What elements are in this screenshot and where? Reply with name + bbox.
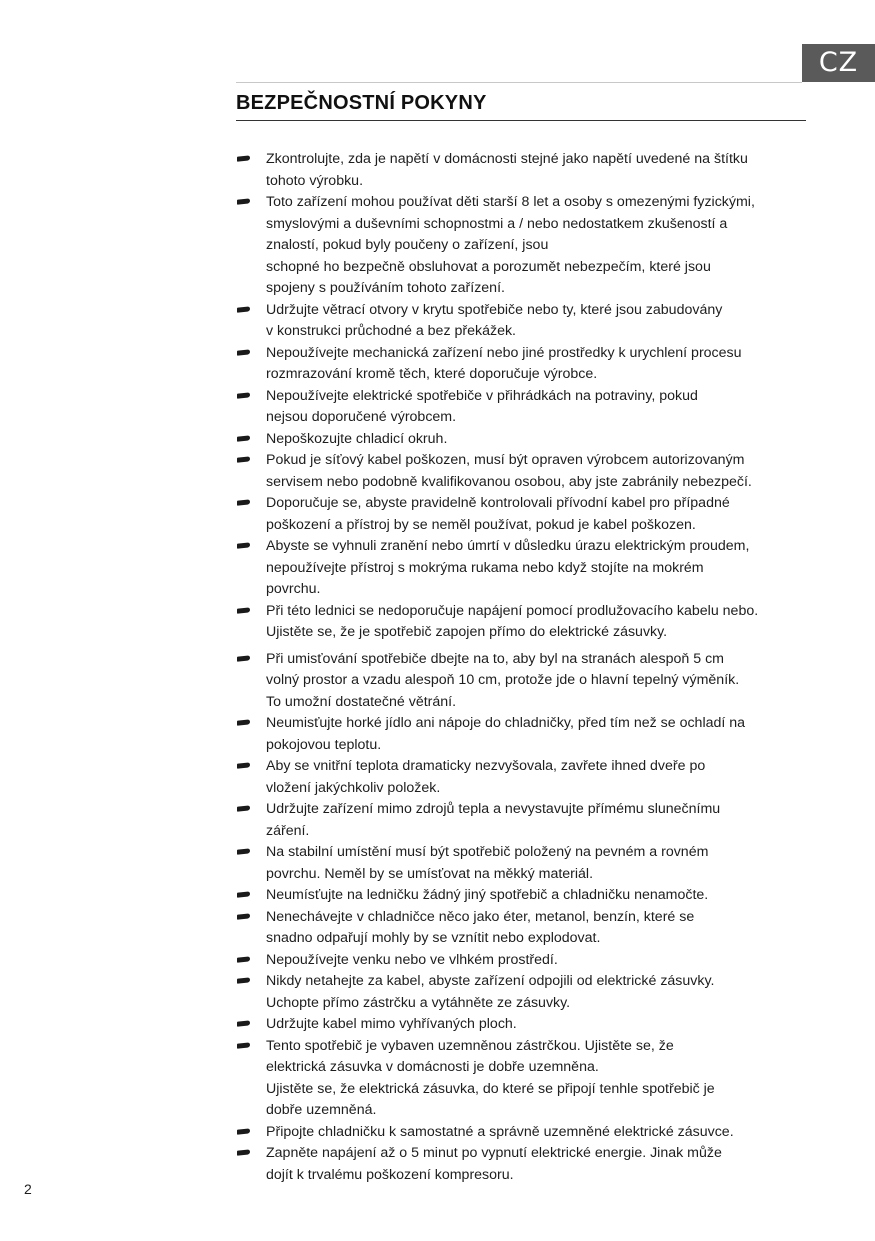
instruction-item xyxy=(236,842,806,885)
instruction-text-line: Udržujte kabel mimo vyhřívaných ploch. xyxy=(266,1016,517,1032)
instruction-text-line: Udržujte zařízení mimo zdrojů tepla a nevystavujte přímému slunečnímu xyxy=(266,801,721,817)
instruction-text-line: Nikdy netahejte za kabel, abyste zařízení odpojili od elektrické zásuvky. xyxy=(266,973,715,989)
instruction-text-line: Na stabilní umístění musí být spotřebič položený na pevném a rovném xyxy=(266,844,709,860)
instruction-text-line: Nepoužívejte mechanická zařízení nebo jiné prostředky k urychlení procesu xyxy=(266,344,742,361)
instruction-text-line: vložení jakýchkoliv položek. xyxy=(266,779,441,796)
instruction-item xyxy=(236,343,806,386)
instruction-text-line: v konstrukci průchodné a bez překážek. xyxy=(266,323,516,339)
instruction-item xyxy=(236,429,806,451)
instruction-item xyxy=(236,1036,806,1122)
bullet-icon xyxy=(237,1149,250,1155)
instruction-text-line: Zapněte napájení až o 5 minut po vypnutí elektrické energie. Jinak může xyxy=(266,1145,722,1161)
instruction-text-line: Při této lednici se nedoporučuje napájení pomocí prodlužovacího kabelu nebo. xyxy=(266,602,759,619)
instruction-text-line: Abyste se vyhnuli zranění nebo úmrtí v důsledku úrazu elektrickým proudem, xyxy=(266,538,750,554)
instruction-item xyxy=(236,907,806,950)
instruction-text-line: Při umisťování spotřebiče dbejte na to, aby byl na stranách alespoň 5 cm xyxy=(266,650,724,667)
instruction-item xyxy=(236,536,806,601)
bullet-icon xyxy=(237,435,250,441)
instruction-text-line: znalostí, pokud byly poučeny o zařízení, jsou xyxy=(266,237,549,253)
instruction-text-line: schopné ho bezpečně obsluhovat a porozumět nebezpečím, které jsou xyxy=(266,258,711,275)
instruction-text-line: Pokud je síťový kabel poškozen, musí být opraven výrobcem autorizovaným xyxy=(266,452,745,468)
bullet-icon xyxy=(237,198,250,204)
language-badge: CZ xyxy=(802,44,875,82)
bullet-icon xyxy=(237,891,250,897)
instruction-item xyxy=(236,1122,806,1144)
instruction-text-line: Doporučuje se, abyste pravidelně kontrolovali přívodní kabel pro případné xyxy=(266,495,730,511)
instruction-item xyxy=(236,799,806,842)
instruction-item xyxy=(236,885,806,907)
instruction-item xyxy=(236,601,806,644)
bullet-icon xyxy=(237,655,250,661)
header-divider xyxy=(236,82,802,83)
instruction-item xyxy=(236,1143,806,1186)
bullet-icon xyxy=(237,848,250,854)
instruction-text-line: nepoužívejte přístroj s mokrýma rukama nebo když stojíte na mokrém xyxy=(266,559,704,576)
instruction-item xyxy=(236,300,806,343)
bullet-icon xyxy=(237,1128,250,1134)
instruction-item xyxy=(236,971,806,1014)
bullet-icon xyxy=(237,977,250,983)
instruction-text-line: dobře uzemněná. xyxy=(266,1102,377,1118)
bullet-icon xyxy=(237,607,250,613)
instruction-text-line: Nepoužívejte elektrické spotřebiče v přihrádkách na potraviny, pokud xyxy=(266,387,698,404)
instruction-text-line: poškození a přístroj by se neměl používat, pokud je kabel poškozen. xyxy=(266,516,696,533)
instruction-text-line: rozmrazování kromě těch, které doporučuje výrobce. xyxy=(266,366,598,382)
instruction-text-line: Připojte chladničku k samostatné a správně uzemněné elektrické zásuvce. xyxy=(266,1123,734,1140)
instruction-text-line: servisem nebo podobně kvalifikovanou osobou, aby jste zabránily nebezpečí. xyxy=(266,473,752,490)
title-underline xyxy=(236,120,806,121)
instruction-text-line: tohoto výrobku. xyxy=(266,172,364,189)
instruction-text-line: spojeny s používáním tohoto zařízení. xyxy=(266,280,505,296)
bullet-icon xyxy=(237,542,250,548)
instruction-text-line: Neumísťujte na ledničku žádný jiný spotřebič a chladničku nenamočte. xyxy=(266,887,709,903)
instruction-text-line: Tento spotřebič je vybaven uzemněnou zástrčkou. Ujistěte se, že xyxy=(266,1037,674,1054)
bullet-icon xyxy=(237,913,250,919)
instruction-text-line: snadno odpařují mohly by se vznítit nebo explodovat. xyxy=(266,930,601,946)
bullet-icon xyxy=(237,1042,250,1048)
instruction-text-line: dojít k trvalému poškození kompresoru. xyxy=(266,1166,514,1183)
instruction-item xyxy=(236,950,806,972)
instruction-item xyxy=(236,1014,806,1036)
bullet-icon xyxy=(237,392,250,398)
bullet-icon xyxy=(237,456,250,462)
instruction-text-line: Ujistěte se, že elektrická zásuvka, do které se připojí tenhle spotřebič je xyxy=(266,1080,715,1097)
instruction-text-line: To umožní dostatečné větrání. xyxy=(266,693,457,710)
instruction-text-line: Ujistěte se, že je spotřebič zapojen přímo do elektrické zásuvky. xyxy=(266,624,668,640)
instruction-item xyxy=(236,386,806,429)
instruction-text-line: Toto zařízení mohou používat děti starší 8 let a osoby s omezenými fyzickými, xyxy=(266,194,755,210)
instruction-text-line: Nepoužívejte venku nebo ve vlhkém prostředí. xyxy=(266,951,558,968)
instruction-item xyxy=(236,756,806,799)
instruction-item xyxy=(236,649,806,714)
bullet-icon xyxy=(237,499,250,505)
instruction-text-line: pokojovou teplotu. xyxy=(266,736,382,753)
bullet-icon xyxy=(237,805,250,811)
instruction-text-line: povrchu. xyxy=(266,581,321,597)
instruction-text-line: Udržujte větrací otvory v krytu spotřebiče nebo ty, které jsou zabudovány xyxy=(266,301,723,318)
bullet-icon xyxy=(237,762,250,768)
instruction-text-line: elektrická zásuvka v domácnosti je dobře uzemněna. xyxy=(266,1059,599,1075)
instruction-text-line: záření. xyxy=(266,822,310,839)
instruction-item xyxy=(236,192,806,300)
instruction-text-line: nejsou doporučené výrobcem. xyxy=(266,409,457,425)
safety-instructions-list xyxy=(236,149,806,1186)
bullet-icon xyxy=(237,349,250,355)
page-number: 2 xyxy=(24,1181,32,1197)
instruction-text-line: Neumisťujte horké jídlo ani nápoje do chladničky, před tím než se ochladí na xyxy=(266,715,746,731)
instruction-item xyxy=(236,713,806,756)
instruction-item xyxy=(236,450,806,493)
instruction-text-line: volný prostor a vzadu alespoň 10 cm, protože jde o hlavní tepelný výměník. xyxy=(266,672,740,688)
page-title: BEZPEČNOSTNÍ POKYNY xyxy=(236,92,487,114)
bullet-icon xyxy=(237,155,250,161)
bullet-icon xyxy=(237,956,250,962)
bullet-icon xyxy=(237,719,250,725)
instruction-text-line: povrchu. Neměl by se umísťovat na měkký materiál. xyxy=(266,865,594,882)
instruction-item xyxy=(236,149,806,192)
instruction-item xyxy=(236,493,806,536)
instruction-text-line: Aby se vnitřní teplota dramaticky nezvyšovala, zavřete ihned dveře po xyxy=(266,758,706,774)
instruction-text-line: Nepoškozujte chladicí okruh. xyxy=(266,430,448,447)
instruction-text-line: Nenechávejte v chladničce něco jako éter, metanol, benzín, které se xyxy=(266,908,695,925)
instruction-text-line: Uchopte přímo zástrčku a vytáhněte ze zásuvky. xyxy=(266,994,571,1011)
instruction-text-line: Zkontrolujte, zda je napětí v domácnosti stejné jako napětí uvedené na štítku xyxy=(266,151,748,167)
instruction-text-line: smyslovými a duševními schopnostmi a / nebo nedostatkem zkušeností a xyxy=(266,215,728,232)
bullet-icon xyxy=(237,306,250,312)
bullet-icon xyxy=(237,1020,250,1026)
